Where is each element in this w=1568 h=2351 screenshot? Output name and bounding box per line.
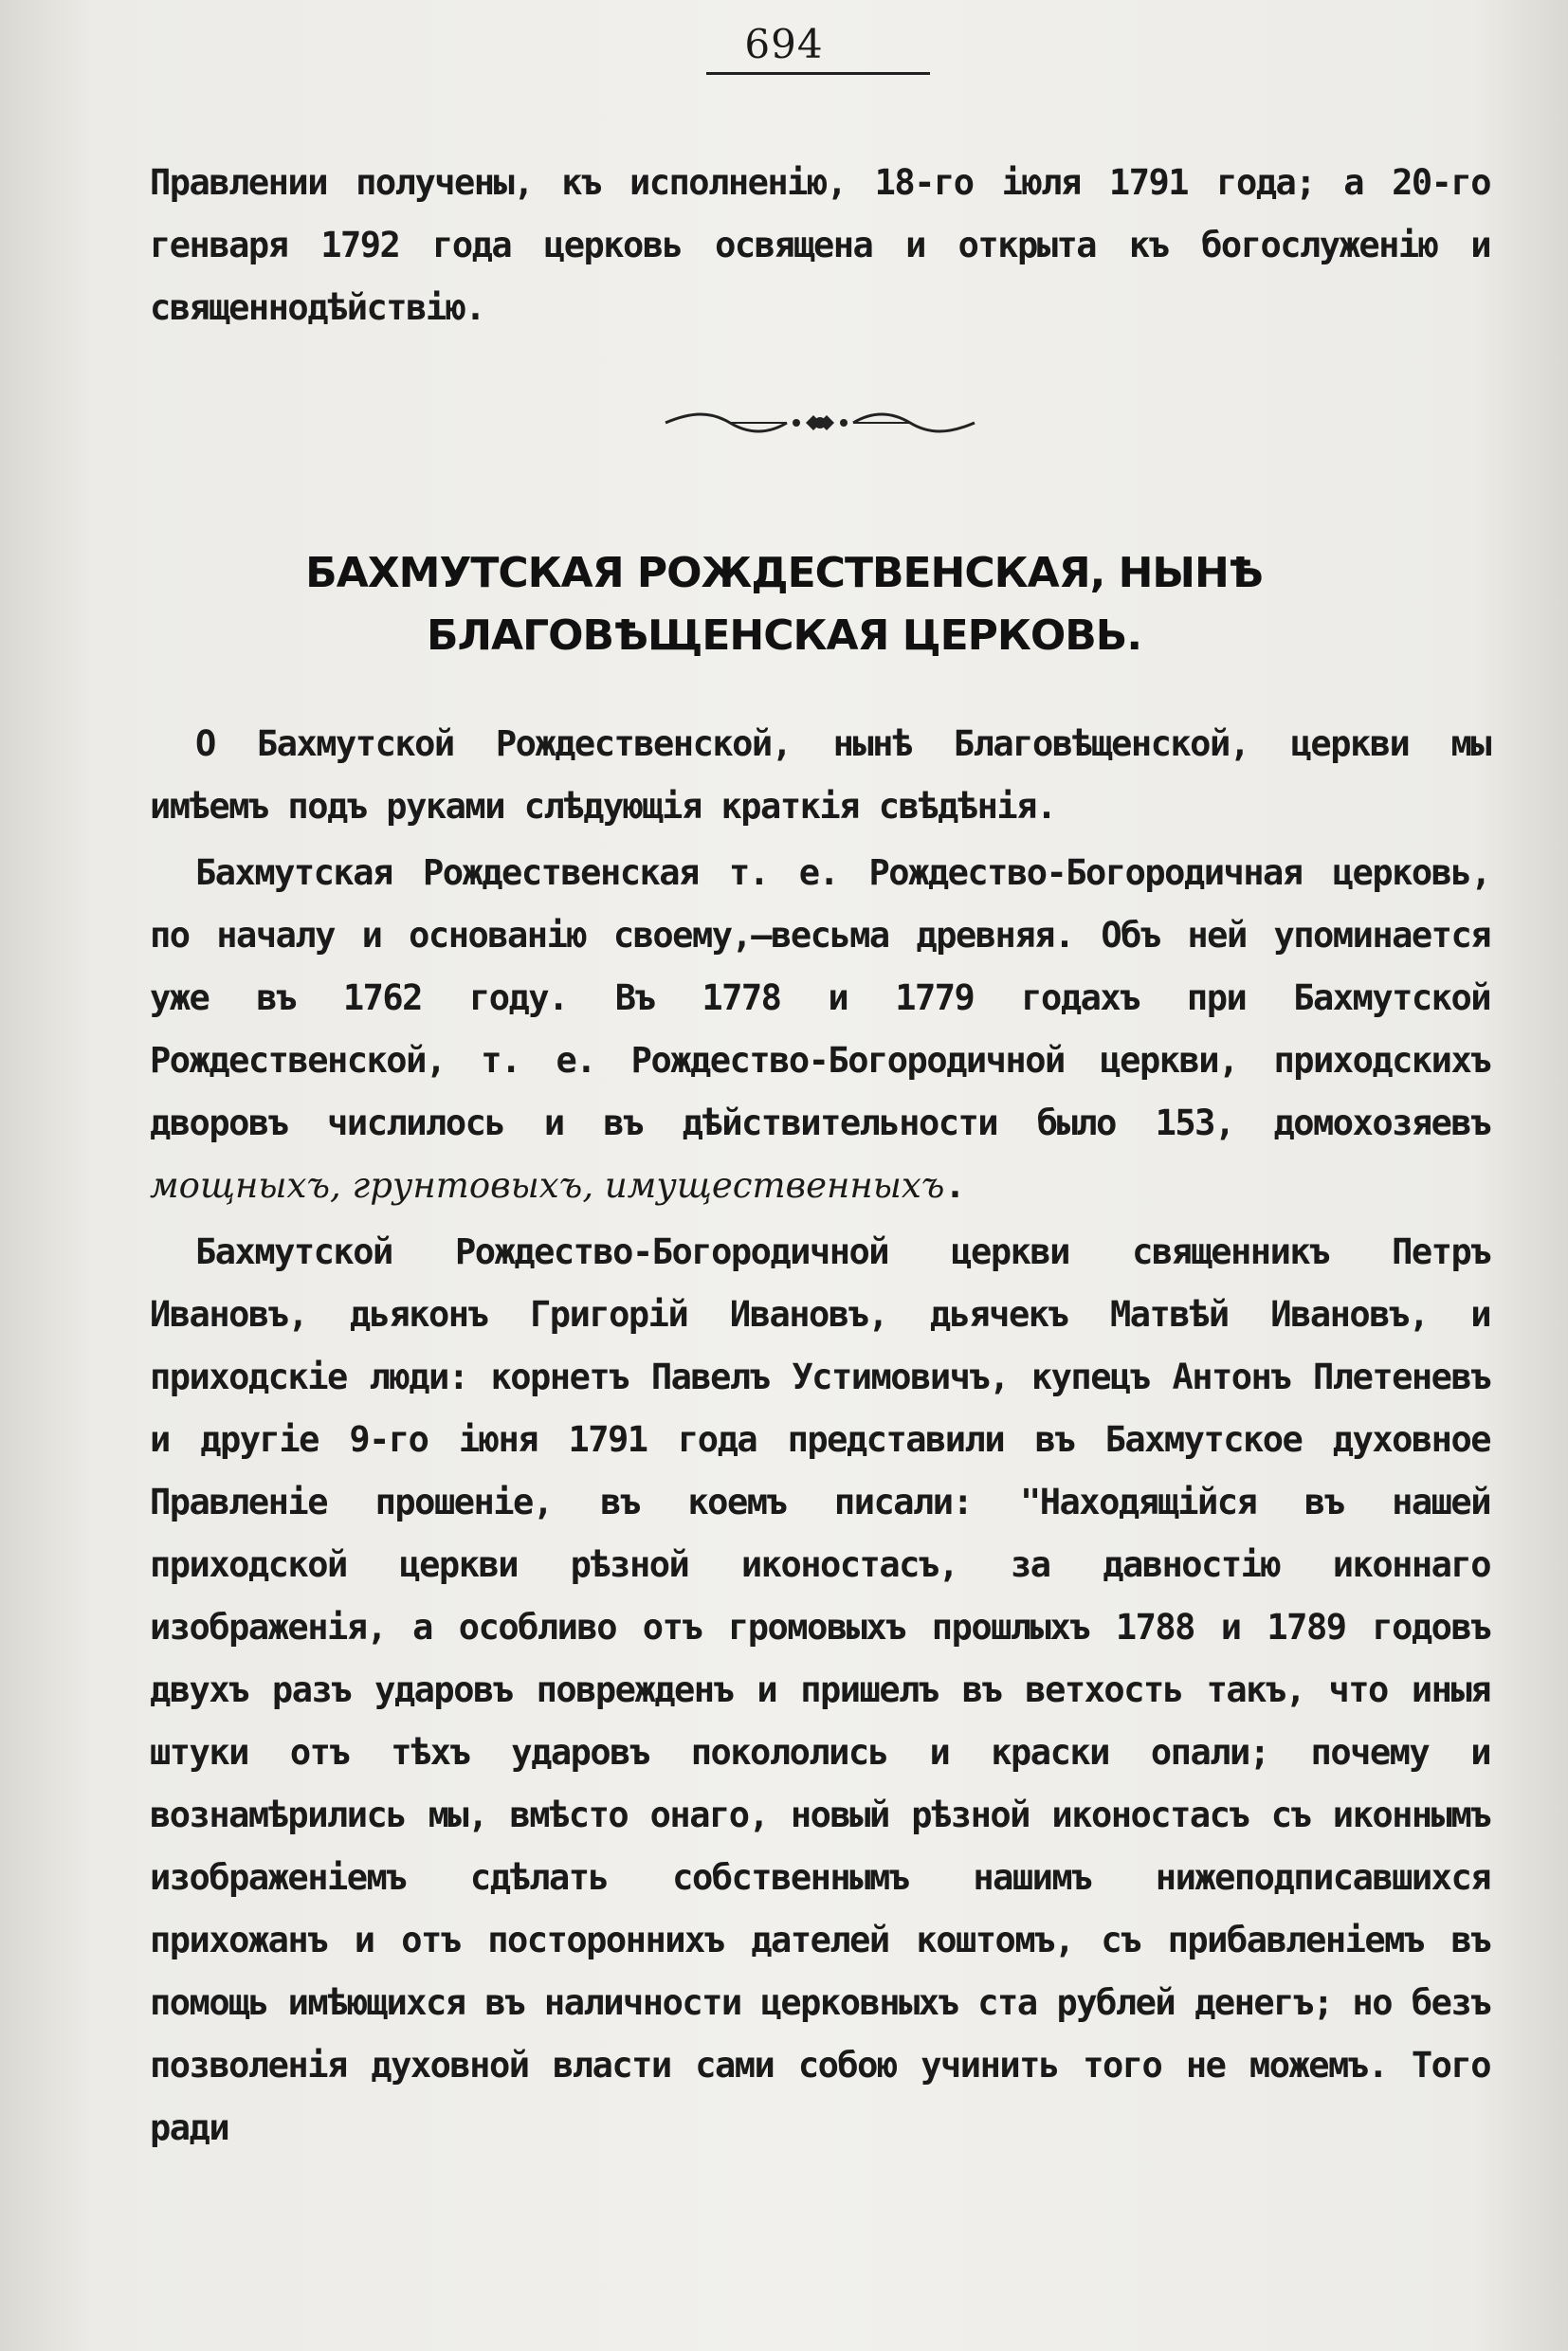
paragraph-2-text: Бахмутская Рождественская т. е. Рождество-Богородичная церковь, по началу и основанію своему,—весьма древняя. Объ ней упоминается уже въ 1762 году. Въ 1778 и 1779 годахъ при Бахмутской Рождественской, т. е. Рождество-Богородичной церкви, приходскихъ дворовъ числилось и въ дѣйствительности было 153, домохозяевъ bbox=[150, 852, 1490, 1143]
section-body bbox=[150, 713, 1490, 2163]
paragraph-2 bbox=[150, 842, 1490, 1217]
intro-paragraph: Правлении получены, къ исполненію, 18-го іюля 1791 года; а 20-го генваря 1792 года церковь освящена и открыта къ богослуженію и священнодѣйствію. bbox=[150, 162, 1490, 328]
ornament-divider-icon bbox=[664, 406, 976, 440]
intro-paragraph-block bbox=[150, 152, 1490, 343]
page-number-rule bbox=[706, 72, 930, 75]
paragraph-3: Бахмутской Рождество-Богородичной церкви священникъ Петръ Ивановъ, дьяконъ Григорій Ивановъ, дьячекъ Матвѣй Ивановъ, и приходскіе люди: корнетъ Павелъ Устимовичъ, купецъ Антонъ Плетеневъ и другіе 9-го іюня 1791 года представили въ Бахмутское духовное Правленіе прошеніе, въ коемъ писали: "Находящійся въ нашей приходской церкви рѣзной иконостасъ, за давностію иконнаго изображенія, а особливо отъ громовыхъ прошлыхъ 1788 и 1789 годовъ двухъ разъ ударовъ поврежденъ и пришелъ въ ветхость такъ, что иныя штуки отъ тѣхъ ударовъ покололись и краски опали; почему и вознамѣрились мы, вмѣсто онаго, новый рѣзной иконостасъ съ иконнымъ изображеніемъ сдѣлать собственнымъ нашимъ нижеподписавшихся прихожанъ и отъ постороннихъ дателей коштомъ, съ прибавленіемъ въ помощь имѣющихся въ наличности церковныхъ ста рублей денегъ; но безъ позволенія духовной власти сами собою учинить того не можемъ. Того ради bbox=[150, 1231, 1490, 2148]
paragraph-2-italic-text: мощныхъ, грунтовыхъ, имущественныхъ bbox=[150, 1165, 945, 1206]
paragraph-2-tail: . bbox=[944, 1165, 965, 1206]
paragraph-1: О Бахмутской Рождественской, нынѣ Благовѣщенской, церкви мы имѣемъ подъ руками слѣдующія краткія свѣдѣнія. bbox=[150, 723, 1490, 827]
page-number: 694 bbox=[744, 21, 824, 67]
section-title: БАХМУТСКАЯ РОЖДЕСТВЕНСКАЯ, НЫНѢ БЛАГОВѢЩЕНСКАЯ ЦЕРКОВЬ. bbox=[305, 549, 1263, 660]
